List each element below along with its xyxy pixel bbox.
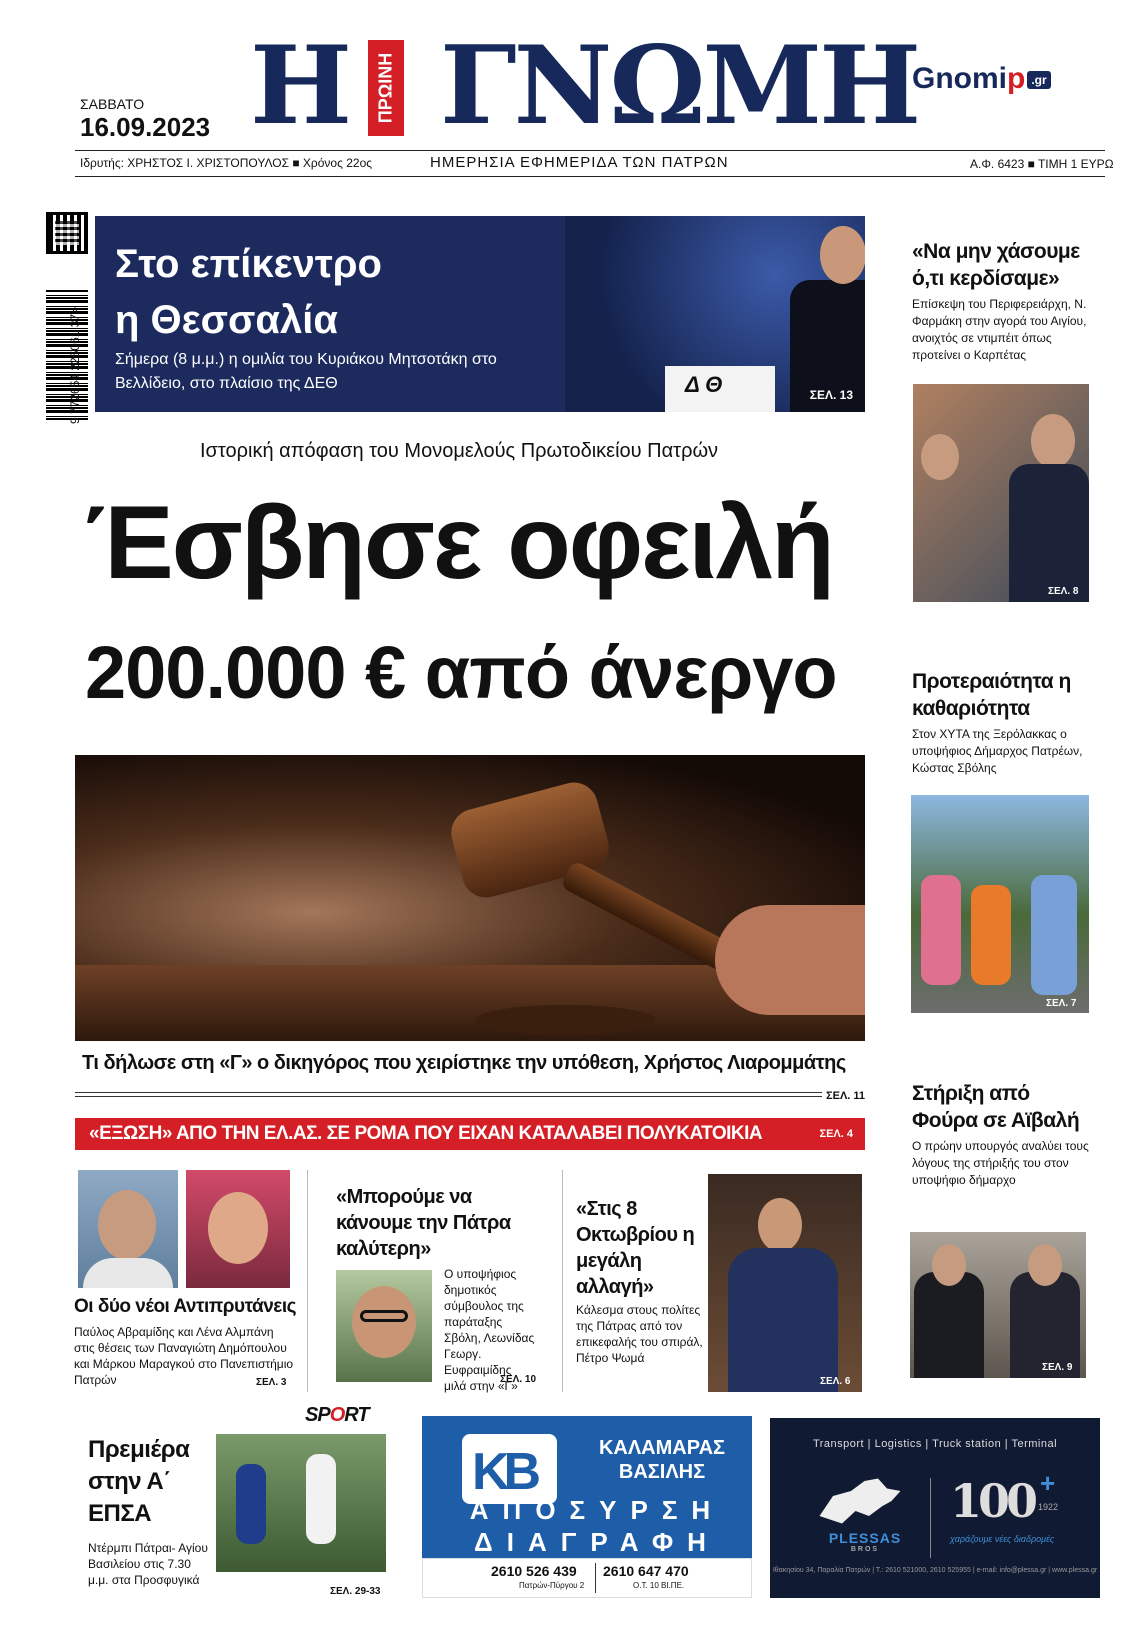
ad-plessas-address: Ιθακησίου 34, Παραλία Πατρών | Τ.: 2610 521000, 2610 525955 | e-mail: info@plessa.gr | www.plessa.gr [772, 1567, 1098, 1574]
masthead-vertical-label: ΠΡΩΙΝΗ [368, 40, 404, 136]
photo-gavel-base [475, 1005, 655, 1035]
sport-section-label: SPORT [305, 1404, 369, 1426]
ad-kalamaras-name: ΚΑΛΑΜΑΡΑΣ ΒΑΣΙΛΗΣ [598, 1437, 726, 1483]
right-story-3-headline: Στήριξη από Φούρα σε Αϊβαλή [912, 1082, 1080, 1132]
lead-photo-gavel [75, 755, 865, 1041]
horse-icon [815, 1476, 905, 1526]
site-logo[interactable]: Gnomip .gr [912, 62, 1051, 96]
lead-caption: Τι δήλωσε στη «Γ» ο δικηγόρος που χειρίστηκε την υπόθεση, Χρήστος Λιαρομμάτης [82, 1052, 846, 1074]
story-2-headline[interactable]: «Μπορούμε να κάνουμε την Πάτρα καλύτερη» [336, 1186, 511, 1260]
ad-plessas-services: Transport | Logistics | Truck station | Terminal [812, 1438, 1058, 1450]
ad-kalamaras-services: ΑΠΟΣΥΡΣΗ ΔΙΑΓΡΑΦΗ [469, 1495, 725, 1557]
story-4-photo [216, 1434, 386, 1572]
issue-date: 16.09.2023 [80, 112, 211, 142]
promo-subtitle: Σήμερα (8 μ.μ.) η ομιλία του Κυριάκου Μητσοτάκη στο Βελλίδειο, στο πλαίσιο της ΔΕΘ [115, 351, 497, 392]
red-banner[interactable] [75, 1118, 865, 1150]
story-4-headline[interactable]: Πρεμιέρα στην Α΄ ΕΠΣΑ [88, 1436, 190, 1527]
lead-rule [75, 1092, 865, 1097]
divider [562, 1170, 563, 1392]
right-story-3-page: ΣΕΛ. 9 [1042, 1362, 1073, 1373]
tagline: ΗΜΕΡΗΣΙΑ ΕΦΗΜΕΡΙΔΑ ΤΩΝ ΠΑΤΡΩΝ [430, 154, 729, 171]
lead-kicker: Ιστορική απόφαση του Μονομελούς Πρωτοδικείου Πατρών [200, 440, 719, 462]
ad-plessas-plus: + [1040, 1468, 1056, 1498]
right-story-2[interactable] [912, 668, 1092, 777]
ad-plessas[interactable] [770, 1418, 1100, 1598]
promo-photo [565, 216, 865, 412]
story-2-text: Ο υποψήφιος δημοτικός σύμβουλος της παράταξης Σβόλη, Λεωνίδας Γεωργ. Ευφραιμίδης μιλά στην «Γ» [444, 1267, 535, 1393]
lead-headline-2[interactable]: 200.000 € από άνεργο [85, 631, 837, 714]
story-1-text: Παύλος Αβραμίδης και Λένα Αλμπάνη στις θέσεις των Παναγιώτη Δημόπουλου και Μάρκου Μαραγκού στο Πανεπιστήμιο Πατρών [74, 1325, 294, 1387]
right-story-2-headline: Προτεραιότητα η καθαριότητα [912, 670, 1071, 720]
story-1-headline[interactable]: Οι δύο νέοι Αντιπρυτάνεις [74, 1296, 296, 1317]
ad-kalamaras-phone-1[interactable]: 2610 526 439 [491, 1563, 577, 1579]
podium: Δ Θ [665, 366, 775, 412]
issue-day: ΣΑΒΒΑΤΟ [80, 96, 145, 112]
ad-plessas-since: 1922 [1038, 1502, 1059, 1512]
red-banner-page: ΣΕΛ. 4 [819, 1128, 853, 1140]
right-story-3-photo [910, 1232, 1086, 1378]
ad-kalamaras-address-1: Πατρών-Πύργου 2 [519, 1581, 585, 1590]
masthead-rule-bottom [75, 176, 1105, 177]
ad-plessas-brand: PLESSAS BROS [828, 1530, 902, 1553]
right-story-3-text: Ο πρώην υπουργός αναλύει τους λόγους της στήριξής του στον υποψήφιο δήμαρχο [912, 1139, 1089, 1187]
ad-plessas-slogan: χαράζουμε νέες διαδρομές [950, 1534, 1055, 1544]
story-3-photo [708, 1174, 862, 1392]
ad-kalamaras[interactable] [422, 1416, 752, 1558]
masthead-title: ΓΝΩΜΗ [440, 23, 919, 149]
right-story-2-text: Στον ΧΥΤΑ της Ξερόλακκας ο υποψήφιος Δήμαρχος Πατρέων, Κώστας Σβόλης [912, 727, 1083, 775]
promo-box[interactable] [95, 216, 865, 412]
story-1-photo-a [78, 1170, 178, 1288]
right-story-3[interactable] [912, 1080, 1092, 1189]
story-3-page: ΣΕΛ. 6 [820, 1376, 851, 1387]
right-story-1-text: Επίσκεψη του Περιφερειάρχη, Ν. Φαρμάκη στην αγορά του Αιγίου, ανοιχτός σε ντιμπέιτ όπως προτείνει ο Καρπέτας [912, 297, 1087, 362]
speaker-head [820, 226, 865, 284]
story-4-text: Ντέρμπι Πάτραι- Αγίου Βασιλείου στις 7.30 μ.μ. στα Προσφυγικά [88, 1541, 208, 1587]
story-2-page: ΣΕΛ. 10 [500, 1374, 537, 1385]
red-banner-text: «ΕΞΩΣΗ» ΑΠΟ ΤΗΝ ΕΛ.ΑΣ. ΣΕ ΡΟΜΑ ΠΟΥ ΕΙΧΑΝ ΚΑΤΑΛΑΒΕΙ ΠΟΛΥΚΑΤΟΙΚΙΑ [89, 1123, 763, 1144]
barcode-number: 9 772654 225061 37> [68, 306, 82, 424]
lead-headline-1[interactable]: Έσβησε οφειλή [85, 485, 833, 601]
divider [307, 1170, 308, 1392]
story-4-page: ΣΕΛ. 29-33 [330, 1586, 381, 1597]
right-story-2-photo [911, 795, 1089, 1013]
qr-code-icon [46, 212, 88, 254]
lead-page-ref: ΣΕΛ. 11 [822, 1090, 865, 1102]
right-story-2-page: ΣΕΛ. 7 [1046, 998, 1077, 1009]
right-story-1-headline: «Να μην χάσουμε ό,τι κερδίσαμε» [912, 240, 1080, 290]
issue-price: Α.Φ. 6423 ■ ΤΙΜΗ 1 ΕΥΡΩ [970, 157, 1114, 171]
right-story-1-page: ΣΕΛ. 8 [1048, 586, 1079, 597]
story-1-photo-b [186, 1170, 290, 1288]
ad-kalamaras-address-2: Ο.Τ. 10 ΒΙ.ΠΕ. [633, 1581, 685, 1590]
founder-line: Ιδρυτής: ΧΡΗΣΤΟΣ Ι. ΧΡΙΣΤΟΠΟΥΛΟΣ ■ Χρόνος 22ος [80, 156, 373, 170]
divider [930, 1478, 931, 1558]
ad-kalamaras-phone-2[interactable]: 2610 647 470 [603, 1563, 689, 1579]
story-3-text: Κάλεσμα στους πολίτες της Πάτρας από τον επικεφαλής του σπιράλ, Πέτρο Ψωμά [576, 1303, 703, 1365]
right-story-1-photo [913, 384, 1089, 602]
promo-page-ref: ΣΕΛ. 13 [809, 388, 853, 402]
divider [595, 1563, 596, 1593]
photo-hand [715, 905, 865, 1015]
story-3-headline[interactable]: «Στις 8 Οκτωβρίου η μεγάλη αλλαγή» [576, 1198, 695, 1298]
right-story-1[interactable] [912, 238, 1092, 364]
story-2-photo [336, 1270, 432, 1382]
ad-kalamaras-contacts [422, 1558, 752, 1598]
story-1-page: ΣΕΛ. 3 [256, 1377, 287, 1388]
masthead-title-h: Η [250, 23, 351, 149]
promo-title: Στο επίκεντρο η Θεσσαλία [115, 242, 382, 342]
ad-plessas-anniversary: 100 [950, 1474, 1035, 1528]
masthead-rule-top [75, 150, 1105, 151]
